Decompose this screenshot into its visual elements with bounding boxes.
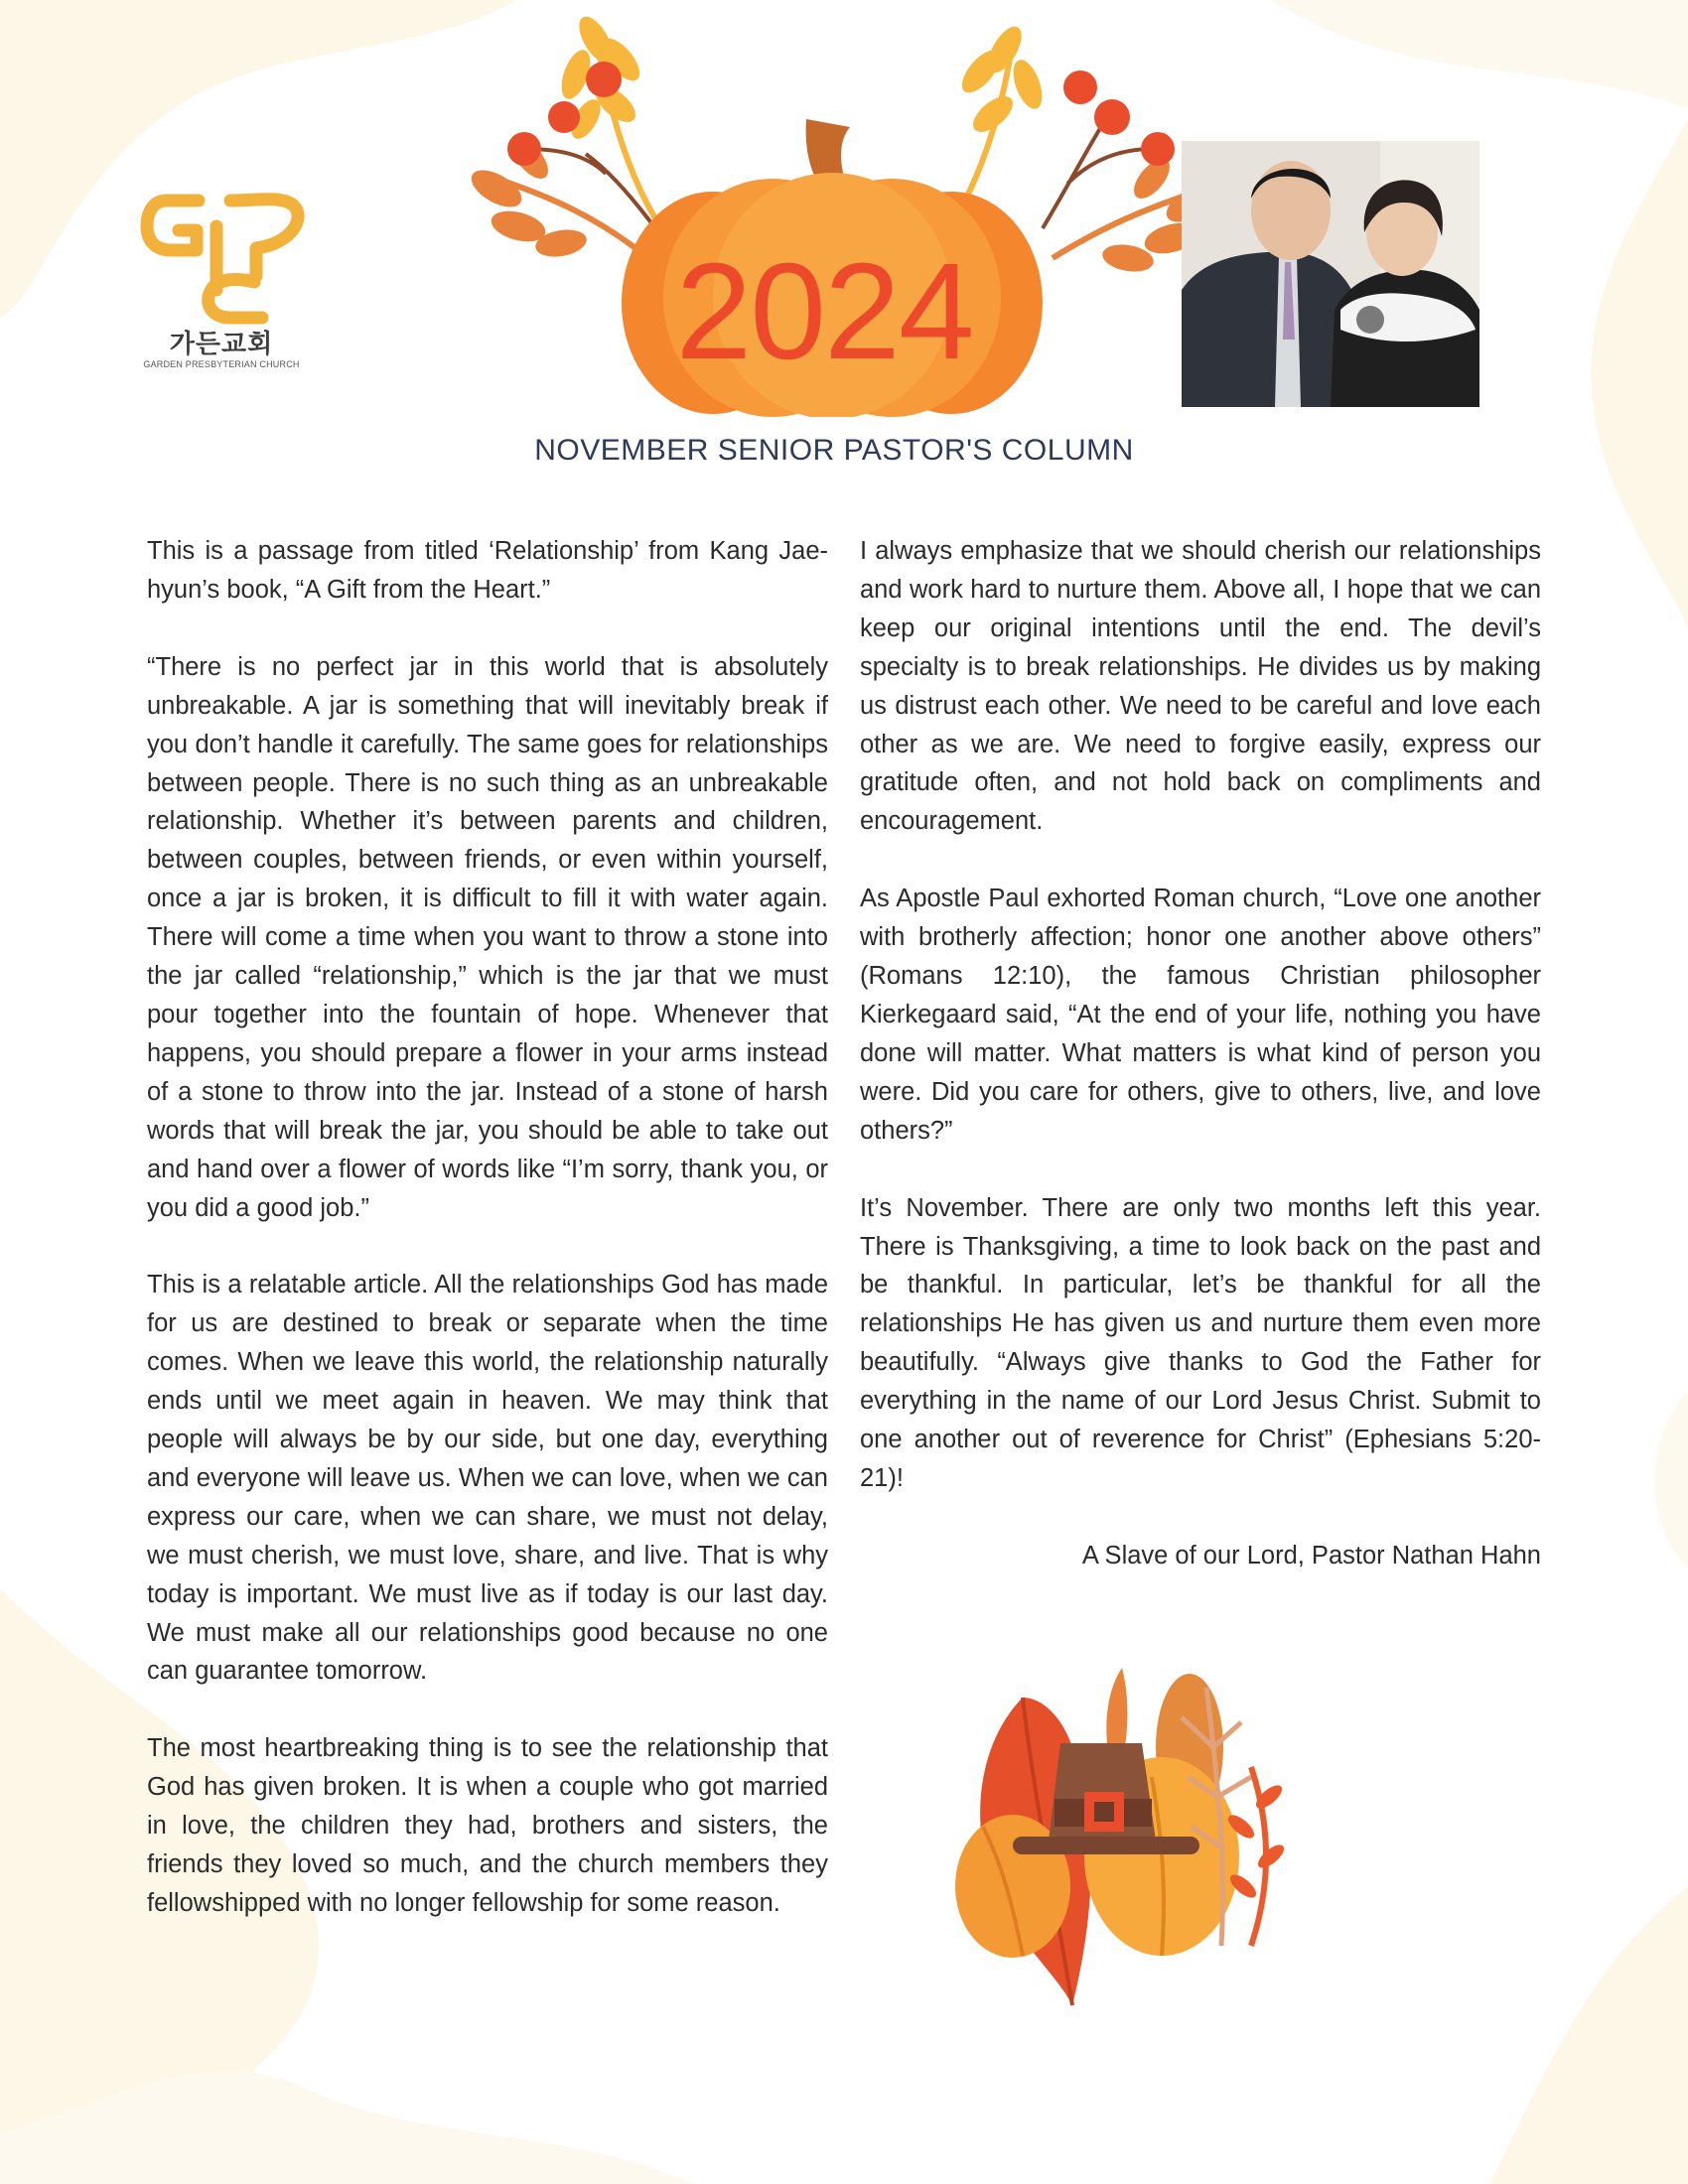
year-heading: 2024 <box>675 235 973 388</box>
logo-korean-name: 가든교회 <box>169 330 274 359</box>
berry-icon <box>586 62 622 97</box>
logo-english-name: GARDEN PRESBYTERIAN CHURCH <box>143 359 300 369</box>
paragraph: As Apostle Paul exhorted Roman church, “Love one another with brotherly affection; honor one another above others” (Romans 12:10), the famous Christian philosopher Kierkegaard said, “At the end of your life, nothing you have done will matter. What matters is what kind of person you were. Did you care for others, give to others, live, and love others?” <box>860 885 1541 1145</box>
church-logo <box>139 187 318 385</box>
right-text-column <box>860 532 1541 1614</box>
page-title: NOVEMBER SENIOR PASTOR'S COLUMN <box>534 434 1134 467</box>
berry-icon <box>548 101 580 133</box>
pastor-couple-photo <box>1182 141 1479 407</box>
berry-icon <box>507 132 541 166</box>
paragraph: The most heartbreaking thing is to see the relationship that God has given broken. It is when a couple who got married in love, the children they had, brothers and sisters, the friends they loved so much, and the church members they fellowshipped with no longer fellowship for some reason. <box>147 1734 828 1917</box>
berry-icon <box>1063 70 1097 104</box>
paragraph: This is a relatable article. All the relationships God has made for us are destined to break or separate when the time comes. When we leave this world, the relationship naturally ends until we meet again in heaven. We may think that people will always be by our side, but one day, everything and everyone will leave us. When we can love, when we can express our care, when we can share, we must not delay, we must cherish, we must love, share, and live. That is why today is important. We must live as if today is our last day. We must make all our relationships good because no one can guarantee tomorrow. <box>147 1271 828 1686</box>
paragraph: I always emphasize that we should cherish our relationships and work hard to nurture them. Above all, I hope that we can keep our original intentions until the end. The devil’s specialty is to break relationships. He divides us by making us distrust each other. We need to be careful and love each other as we are. We need to forgive easily, express our gratitude often, and not hold back on compliments and encouragement. <box>860 537 1541 836</box>
signature: A Slave of our Lord, Pastor Nathan Hahn <box>1081 1541 1541 1570</box>
paragraph: “There is no perfect jar in this world that is absolutely unbreakable. A jar is something that will inevitably break if you don’t handle it carefully. The same goes for relationships between people. There is no such thing as an unbreakable relationship. Whether it’s between parents and children, between couples, between friends, or even within yourself, once a jar is broken, it is difficult to fill it with water again. There will come a time when you want to throw a stone into the jar called “relationship,” which is the jar that we must pour together into the fountain of hope. Whenever that happens, you should prepare a flower in your arms instead of a stone to throw into the jar. Instead of a stone of harsh words that will break the jar, you should be able to take out and hand over a flower of words like “I’m sorry, thank you, or you did a good job.” <box>147 652 828 1222</box>
left-text-column <box>147 532 828 1962</box>
berry-icon <box>1094 99 1130 135</box>
paragraph: It’s November. There are only two months left this year. There is Thanksgiving, a time to look back on the past and be thankful. In particular, let’s be thankful for all the relationships He has given us and nurture them even more beautifully. “Always give thanks to God the Father for everything in the name of our Lord Jesus Christ. Submit to one another out of reverence for Christ” (Ephesians 5:20-21)! <box>860 1193 1541 1492</box>
berry-icon <box>1141 132 1175 166</box>
logo-mark-icon <box>139 187 308 326</box>
pilgrim-hat-illustration <box>953 1628 1291 2025</box>
paragraph: This is a passage from titled ‘Relationship’ from Kang Jae-hyun’s book, “A Gift from the Heart.” <box>147 537 828 604</box>
